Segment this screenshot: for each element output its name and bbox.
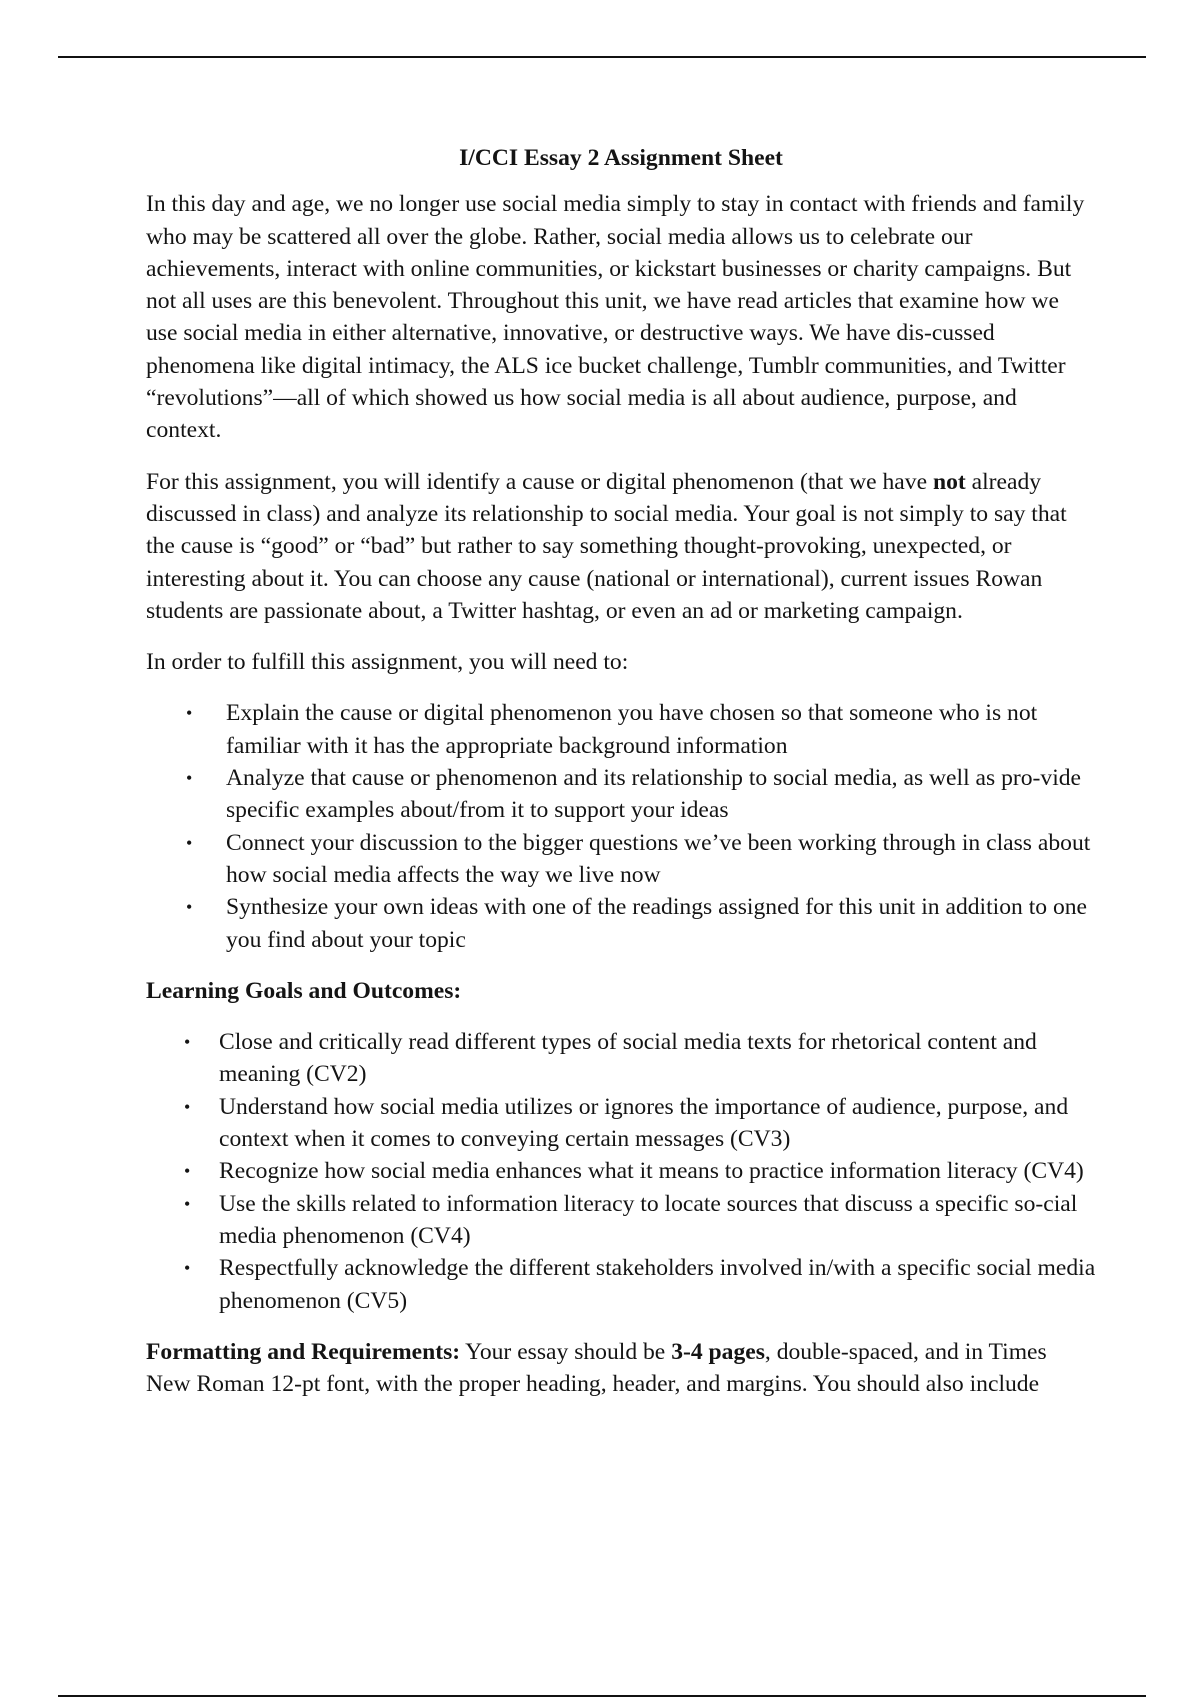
- list-item: [146, 891, 1096, 956]
- list-item-text: Explain the cause or digital phenomenon you have chosen so that someone who is not familiar with it has the appropriate background information: [226, 700, 1038, 759]
- list-item-text: Recognize how social media enhances what it means to practice information literacy (CV4): [219, 1158, 1084, 1185]
- requirements-list: [146, 697, 1096, 955]
- formatting-text-2: , double-spaced, and in Times New Roman 12-pt font, with the proper heading, header, and margins. You should also include: [146, 1338, 1047, 1398]
- assignment-text-1: For this assignment, you will identify a cause or digital phenomenon (that we have: [146, 468, 933, 495]
- list-item: [146, 1252, 1096, 1317]
- list-item: [146, 1188, 1096, 1253]
- intro-paragraph: In this day and age, we no longer use social media simply to stay in contact with friends and family who may be scattered all over the globe. Rather, social media allows us to celebrate our achievements, interact with online communities, or kickstart businesses or charity campaigns. But not all uses are this benevolent. Throughout this unit, we have read articles that examine how we use social media in either alternative, innovative, or destructive ways. We have dis-cussed phenomena like digital intimacy, the ALS ice bucket challenge, Tumblr communities, and Twitter “revolutions”—all of which showed us how social media is all about audience, purpose, and context.: [146, 191, 1085, 444]
- list-item-text: Understand how social media utilizes or ignores the importance of audience, purpose, and context when it comes to conveying certain messages (CV3): [219, 1093, 1069, 1153]
- bullet-icon: •: [186, 768, 193, 789]
- list-item-text: Use the skills related to information literacy to locate sources that discuss a specific so-cial media phenomenon (CV4): [219, 1190, 1078, 1249]
- list-item-text: Connect your discussion to the bigger questions we’ve been working through in class about how social media affects the way we live now: [226, 829, 1091, 888]
- top-rule: [58, 56, 1146, 58]
- list-item: [146, 762, 1096, 827]
- fulfill-intro: In order to fulfill this assignment, you will need to:: [146, 649, 629, 676]
- list-item: [146, 1026, 1096, 1091]
- bullet-icon: •: [184, 1096, 191, 1117]
- formatting-text-1: Your essay should be: [460, 1338, 672, 1365]
- list-item: [146, 1091, 1096, 1156]
- formatting-emphasis: 3-4 pages: [671, 1338, 765, 1365]
- list-item-text: Analyze that cause or phenomenon and its relationship to social media, as well as pro-vide specific examples about/from it to support your ideas: [226, 765, 1082, 824]
- list-item: [146, 1155, 1096, 1187]
- bullet-icon: •: [184, 1161, 191, 1182]
- goals-list: [146, 1026, 1096, 1317]
- list-item-text: Respectfully acknowledge the different stakeholders involved in/with a specific social media phenomenon (CV5): [219, 1255, 1096, 1314]
- list-item: [146, 827, 1096, 892]
- goals-heading: Learning Goals and Outcomes:: [146, 977, 462, 1004]
- bullet-icon: •: [184, 1193, 191, 1214]
- formatting-paragraph: [146, 1336, 1096, 1401]
- assignment-emphasis: not: [932, 468, 966, 495]
- document-title: I/CCI Essay 2 Assignment Sheet: [459, 145, 783, 171]
- bullet-icon: •: [186, 832, 193, 853]
- list-item-text: Close and critically read different types of social media texts for rhetorical content and meaning (CV2): [219, 1029, 1037, 1088]
- assignment-paragraph: [146, 466, 1096, 627]
- bullet-icon: •: [186, 703, 193, 724]
- list-item: [146, 697, 1096, 762]
- bullet-icon: •: [184, 1032, 191, 1053]
- assignment-text-2: already discussed in class) and analyze its relationship to social media. Your goal is not simply to say that the cause is “good” or “bad” but rather to say something thought-provoking, unexpected, or interesting about it. You can choose any cause (national or international), current issues Rowan students are passionate about, a Twitter hashtag, or even an ad or marketing campaign.: [146, 468, 1067, 624]
- formatting-label: Formatting and Requirements:: [146, 1338, 461, 1365]
- bullet-icon: •: [186, 897, 193, 918]
- bullet-icon: •: [184, 1258, 191, 1279]
- document-page: [146, 142, 1096, 1419]
- bottom-rule: [58, 1695, 1146, 1697]
- list-item-text: Synthesize your own ideas with one of the readings assigned for this unit in addition to one you find about your topic: [226, 894, 1088, 953]
